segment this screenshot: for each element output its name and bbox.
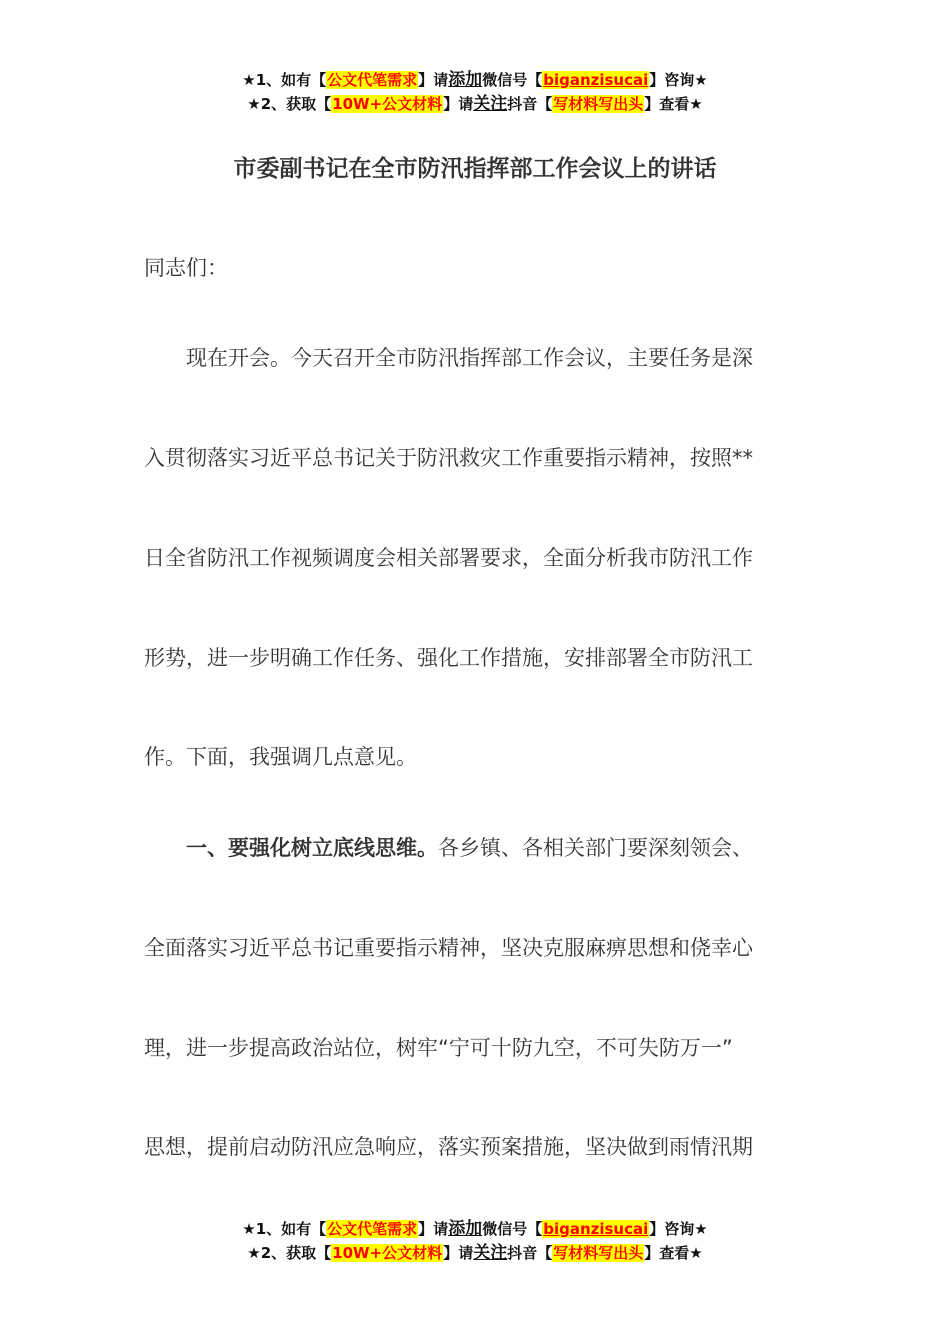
promo-highlight: 公文代笔需求: [327, 71, 418, 89]
paragraph-line: 思想，提前启动防汛应急响应，落实预案措施，坚决做到雨情汛期: [144, 1135, 753, 1159]
footer-promo-banner: [0, 1217, 950, 1265]
promo-highlight: 写材料写出头: [553, 95, 644, 113]
promo-highlight: 10W+公文材料: [332, 1244, 443, 1262]
promo-line-1: [0, 68, 950, 92]
promo-text: 微信号【: [482, 71, 543, 89]
paragraph-line: 日全省防汛工作视频调度会相关部署要求，全面分析我市防汛工作: [144, 546, 753, 570]
promo-line-1: [0, 1217, 950, 1241]
promo-text: 】咨询★: [649, 1220, 708, 1238]
promo-text: 】请: [418, 1220, 449, 1238]
promo-text: 】请: [443, 95, 474, 113]
promo-text: 】咨询★: [649, 71, 708, 89]
paragraph-line: 作。下面，我强调几点意见。: [144, 745, 417, 769]
paragraph-line: 形势，进一步明确工作任务、强化工作措施，安排部署全市防汛工: [144, 646, 753, 670]
promo-text: 】请: [443, 1244, 474, 1262]
promo-line-2: [0, 92, 950, 116]
promo-text: 】请: [418, 71, 449, 89]
promo-text: 】查看★: [644, 1244, 703, 1262]
promo-highlight: 公文代笔需求: [327, 1220, 418, 1238]
paragraph-line: 现在开会。今天召开全市防汛指挥部工作会议，主要任务是深: [144, 346, 753, 370]
paragraph-line: 理，进一步提高政治站位，树牢“宁可十防九空，不可失防万一”: [144, 1036, 733, 1060]
promo-text: 抖音【: [507, 95, 553, 113]
promo-text: ★1、如有【: [242, 1220, 327, 1238]
section-heading: 一、要强化树立底线思维。: [144, 836, 438, 860]
promo-text: 抖音【: [507, 1244, 553, 1262]
paragraph-line: 入贯彻落实习近平总书记关于防汛救灾工作重要指示精神，按照**: [144, 446, 753, 470]
header-promo-banner: [0, 68, 950, 116]
section-paragraph-line: [144, 832, 814, 862]
document-title: 市委副书记在全市防汛指挥部工作会议上的讲话: [233, 156, 717, 182]
promo-text: ★2、获取【: [247, 95, 332, 113]
paragraph-text: 各乡镇、各相关部门要深刻领会、: [438, 836, 753, 860]
paragraph-line: 全面落实习近平总书记重要指示精神，坚决克服麻痹思想和侥幸心: [144, 936, 753, 960]
promo-emphasis: 关注: [473, 1243, 508, 1263]
promo-highlight: 写材料写出头: [553, 1244, 644, 1262]
salutation: 同志们：: [144, 256, 228, 280]
promo-emphasis: 添加: [448, 70, 483, 90]
promo-text: 微信号【: [482, 1220, 543, 1238]
promo-text: ★2、获取【: [247, 1244, 332, 1262]
wechat-id-link[interactable]: biganzisucai: [543, 1220, 649, 1238]
wechat-id-link[interactable]: biganzisucai: [543, 71, 649, 89]
promo-text: ★1、如有【: [242, 71, 327, 89]
promo-text: 】查看★: [644, 95, 703, 113]
promo-emphasis: 添加: [448, 1219, 483, 1239]
promo-emphasis: 关注: [473, 94, 508, 114]
promo-line-2: [0, 1241, 950, 1265]
promo-highlight: 10W+公文材料: [332, 95, 443, 113]
